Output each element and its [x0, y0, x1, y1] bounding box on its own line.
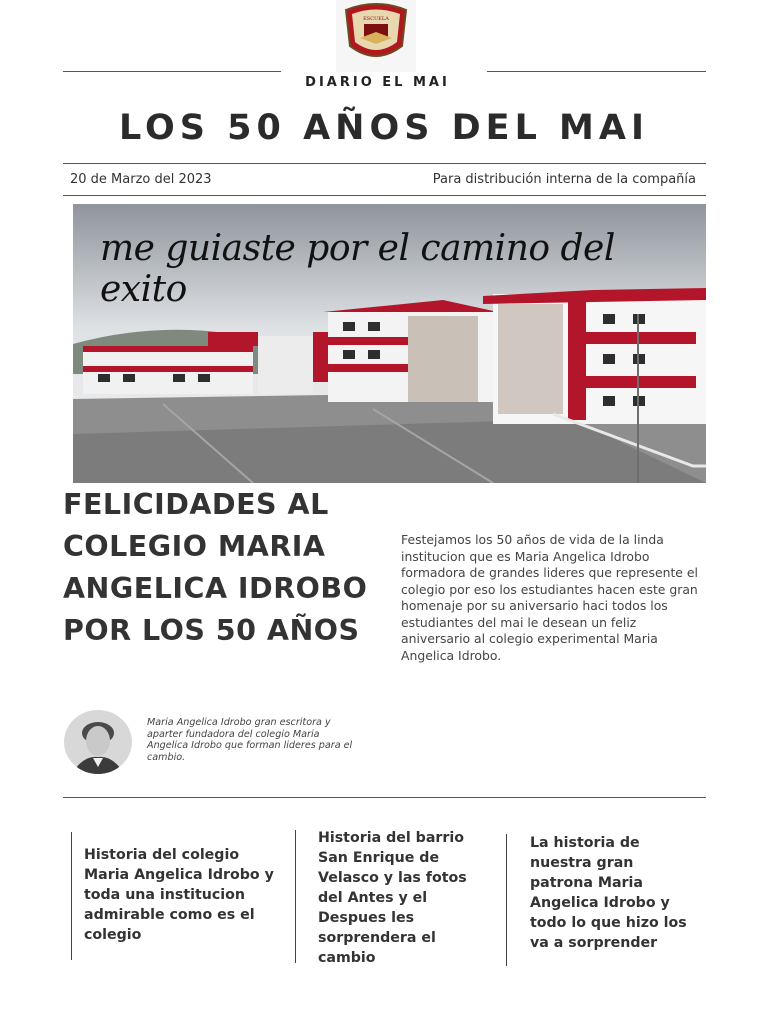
portrait-caption: Maria Angelica Idrobo gran escritora y aparter fundadora del colegio Maria Angelica Idrobo que forman lideres para el cambio. — [147, 717, 353, 763]
teaser-school-history: Historia del colegio Maria Angelica Idrobo y toda una institucion admirable como es el colegio — [84, 847, 274, 943]
feature-headline: FELICIDADES AL COLEGIO MARIA ANGELICA IDROBO POR LOS 50 AÑOS — [63, 488, 368, 647]
main-headline: LOS 50 AÑOS DEL MAI — [118, 108, 649, 148]
column-rule-2 — [295, 830, 296, 963]
column-rule-1 — [71, 832, 72, 960]
masthead-rule-right — [487, 71, 706, 72]
photo-overlay-slogan: me guiaste por el camino del exito — [100, 228, 615, 310]
headline-rule-bottom — [63, 195, 706, 196]
svg-text:ESCUELA: ESCUELA — [363, 16, 389, 22]
distribution-note: Para distribución interna de la compañía — [432, 172, 696, 187]
section-divider — [63, 797, 706, 798]
headline-rule-top — [63, 163, 706, 164]
teaser-neighborhood-history: Historia del barrio San Enrique de Velasco y las fotos del Antes y el Despues les sorprendera el cambio — [318, 830, 467, 966]
founder-portrait — [63, 709, 133, 775]
column-rule-3 — [506, 834, 507, 966]
issue-date: 20 de Marzo del 2023 — [70, 172, 212, 187]
school-crest-logo — [336, 0, 416, 72]
feature-body: Festejamos los 50 años de vida de la linda institucion que es Maria Angelica Idrobo formadora de grandes lideres que represente el colegio por eso los estudiantes hacen este gran homenaje por su aniversario haci todos los estudiantes del mai le desean un feliz aniversario al colegio experimental Maria Angelica Idrobo. — [401, 532, 698, 663]
masthead-rule-left — [63, 71, 281, 72]
teaser-patron-history: La historia de nuestra gran patrona Maria Angelica Idrobo y todo lo que hizo los va a sorprender — [530, 835, 687, 951]
paper-name: DIARIO EL MAI — [305, 75, 450, 90]
